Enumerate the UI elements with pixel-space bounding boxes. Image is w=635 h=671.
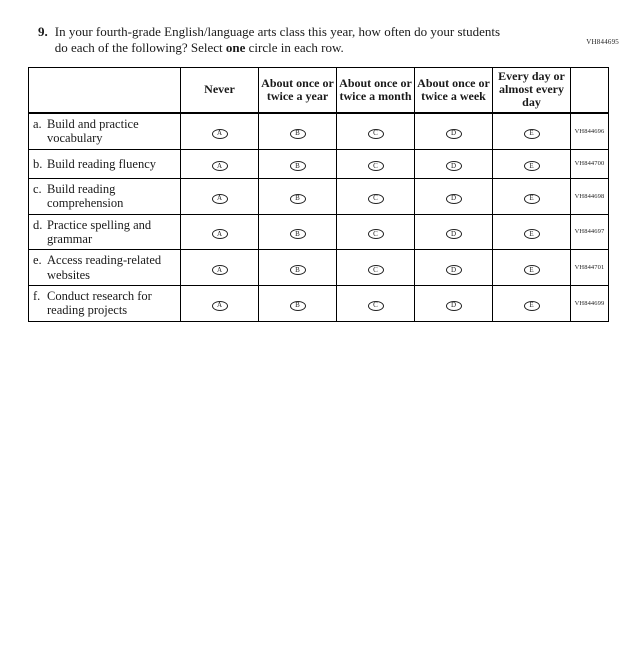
answer-oval[interactable] [446,161,462,171]
answer-oval[interactable] [212,161,228,171]
row-code: VH844696 [574,127,605,135]
header-never: Never [181,67,259,113]
oval-letter: D [450,194,457,203]
oval-letter: C [373,265,378,274]
answer-oval[interactable] [524,265,540,275]
row-letter: f. [33,289,41,303]
answer-oval[interactable] [290,265,306,275]
table-row-b [29,149,609,178]
header-every-day: Every day or almost every day [493,67,571,113]
answer-oval[interactable] [212,229,228,239]
answer-oval[interactable] [524,229,540,239]
row-label: Build and practice vocabulary [47,117,139,146]
answer-oval[interactable] [524,194,540,204]
row-label: Build reading comprehension [47,181,124,211]
question-text-after: circle in each row. [245,40,344,56]
header-empty-label [29,67,181,113]
row-letter: d. [33,217,43,232]
answer-oval[interactable] [446,194,462,204]
answer-oval[interactable] [212,129,228,139]
table-row-f [29,286,609,322]
oval-letter: E [529,129,534,138]
oval-letter: C [373,301,378,310]
oval-letter: E [529,161,534,170]
answer-oval[interactable] [368,229,384,239]
row-label: Access reading-related websites [47,253,162,282]
header-row [29,67,609,113]
answer-oval[interactable] [446,301,462,311]
header-once-twice-year: About once or twice a year [259,67,337,113]
question-text [55,24,507,57]
row-code: VH844700 [574,160,605,168]
oval-letter: B [295,265,300,274]
oval-letter: A [216,194,223,203]
answer-oval[interactable] [290,301,306,311]
row-code: VH844701 [574,264,605,272]
answer-oval[interactable] [212,265,228,275]
header-once-twice-month: About once or twice a month [337,67,415,113]
oval-letter: E [529,229,534,238]
row-label: Practice spelling and grammar [47,217,152,246]
oval-letter: B [295,194,300,203]
page-code: VH844695 [586,38,619,46]
question-9 [38,24,635,57]
header-once-twice-week: About once or twice a week [415,67,493,113]
oval-letter: B [295,229,300,238]
answer-oval[interactable] [290,129,306,139]
answer-oval[interactable] [524,129,540,139]
survey-table [28,67,609,322]
answer-oval[interactable] [446,129,462,139]
oval-letter: C [373,129,378,138]
row-code: VH844699 [574,299,605,307]
row-label: Build reading fluency [47,156,156,171]
answer-oval[interactable] [290,161,306,171]
oval-letter: A [216,129,223,138]
oval-letter: D [450,301,457,310]
answer-oval[interactable] [446,265,462,275]
answer-oval[interactable] [290,229,306,239]
answer-oval[interactable] [368,265,384,275]
oval-letter: E [529,194,534,203]
question-text-bold: one [225,40,246,56]
answer-oval[interactable] [368,129,384,139]
answer-oval[interactable] [524,301,540,311]
question-number: 9. [38,24,48,39]
row-code: VH844697 [574,228,605,236]
row-letter: a. [33,117,42,131]
row-label: Conduct research for reading projects [47,289,152,318]
answer-oval[interactable] [524,161,540,171]
oval-letter: A [216,161,223,170]
table-row-c [29,178,609,214]
oval-letter: C [373,229,378,238]
oval-letter: C [373,161,378,170]
answer-oval[interactable] [212,194,228,204]
oval-letter: B [295,161,300,170]
row-letter: e. [33,253,42,268]
oval-letter: A [216,301,223,310]
table-row-e [29,250,609,286]
table-row-d [29,214,609,250]
answer-oval[interactable] [290,194,306,204]
oval-letter: A [216,229,223,238]
oval-letter: D [450,265,457,274]
question-text-before: In your fourth-grade English/language arts class this year, how often do your students do each of the following? Select [54,24,501,56]
oval-letter: E [529,265,534,274]
header-empty-code [571,67,609,113]
row-code: VH844698 [574,192,605,200]
answer-oval[interactable] [368,301,384,311]
answer-oval[interactable] [368,161,384,171]
table-row-a [29,113,609,149]
row-letter: c. [33,181,42,196]
answer-oval[interactable] [212,301,228,311]
oval-letter: B [295,129,300,138]
oval-letter: D [450,161,457,170]
oval-letter: A [216,265,223,274]
oval-letter: D [450,129,457,138]
answer-oval[interactable] [446,229,462,239]
oval-letter: C [373,194,378,203]
answer-oval[interactable] [368,194,384,204]
row-letter: b. [33,156,43,171]
oval-letter: B [295,301,300,310]
oval-letter: D [450,229,457,238]
oval-letter: E [529,301,534,310]
